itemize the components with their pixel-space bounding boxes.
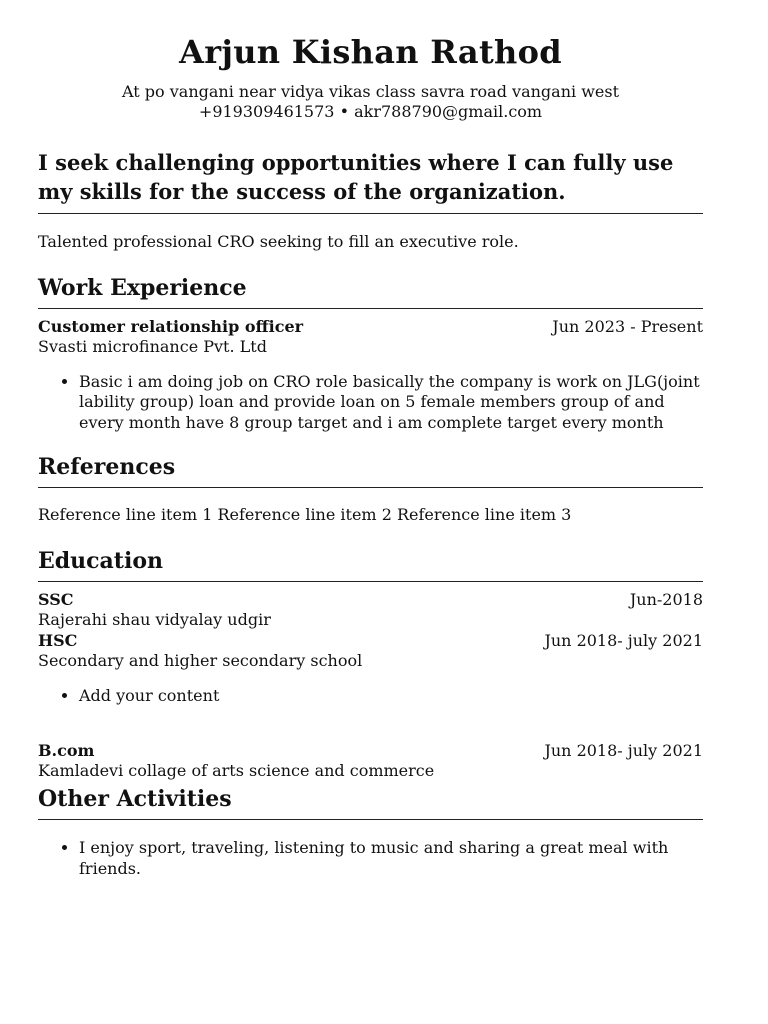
education-header-row (38, 741, 703, 761)
job-bullet-list (38, 372, 703, 434)
education-dates: Jun 2018- july 2021 (544, 740, 703, 760)
activities-bullet-list (38, 838, 703, 879)
phone: +919309461573 (198, 102, 335, 121)
objective-statement: I seek challenging opportunities where I can fully use my skills for the success of the organization. (38, 148, 703, 214)
education-entry (38, 590, 703, 631)
education-degree: SSC (38, 590, 74, 609)
references-text: Reference line item 1 Reference line item 2 Reference line item 3 (38, 505, 572, 524)
education-degree: HSC (38, 630, 78, 650)
job-bullet: • Basic i am doing job on CRO role basically the company is work on JLG(joint lability group) loan and provide loan on 5 female members group of and every month have 8 group target and i am complete target every month (79, 372, 703, 434)
education-dates: Jun-2018 (629, 590, 703, 609)
activity-bullet: • I enjoy sport, traveling, listening to music and sharing a great meal with friends. (79, 838, 703, 879)
email: akr788790@gmail.com (354, 102, 543, 121)
education-header-row (38, 631, 703, 651)
education-school: Kamladevi collage of arts science and commerce (38, 760, 435, 780)
candidate-name: Arjun Kishan Rathod (179, 33, 562, 71)
education-entry (38, 631, 703, 707)
education-school: Secondary and higher secondary school (38, 650, 363, 670)
section-heading-other-activities: Other Activities (38, 785, 703, 820)
contact-block (38, 82, 703, 122)
section-heading-work-experience: Work Experience (38, 274, 703, 309)
education-bullet: • Add your content (79, 686, 703, 707)
job-company: Svasti microfinance Pvt. Ltd (38, 337, 267, 356)
job-entry (38, 317, 703, 433)
contact-separator: • (339, 102, 349, 121)
job-dates: Jun 2023 - Present (552, 317, 703, 336)
job-title: Customer relationship officer (38, 317, 304, 336)
education-header-row (38, 590, 703, 610)
summary-text: Talented professional CRO seeking to fill an executive role. (38, 232, 519, 251)
job-header-row (38, 317, 703, 337)
education-degree: B.com (38, 740, 95, 760)
education-bullet-list (38, 686, 703, 707)
references-section (38, 453, 703, 525)
education-school: Rajerahi shau vidyalay udgir (38, 610, 271, 629)
other-activities-section (38, 785, 703, 879)
phone-email-line (38, 102, 703, 122)
work-experience-section (38, 274, 703, 433)
resume-content (38, 32, 703, 879)
address: At po vangani near vidya vikas class savra road vangani west (121, 82, 620, 101)
education-section (38, 547, 703, 781)
section-heading-references: References (38, 453, 703, 488)
education-entry (38, 741, 703, 782)
section-heading-education: Education (38, 547, 703, 582)
education-dates: Jun 2018- july 2021 (544, 630, 703, 650)
